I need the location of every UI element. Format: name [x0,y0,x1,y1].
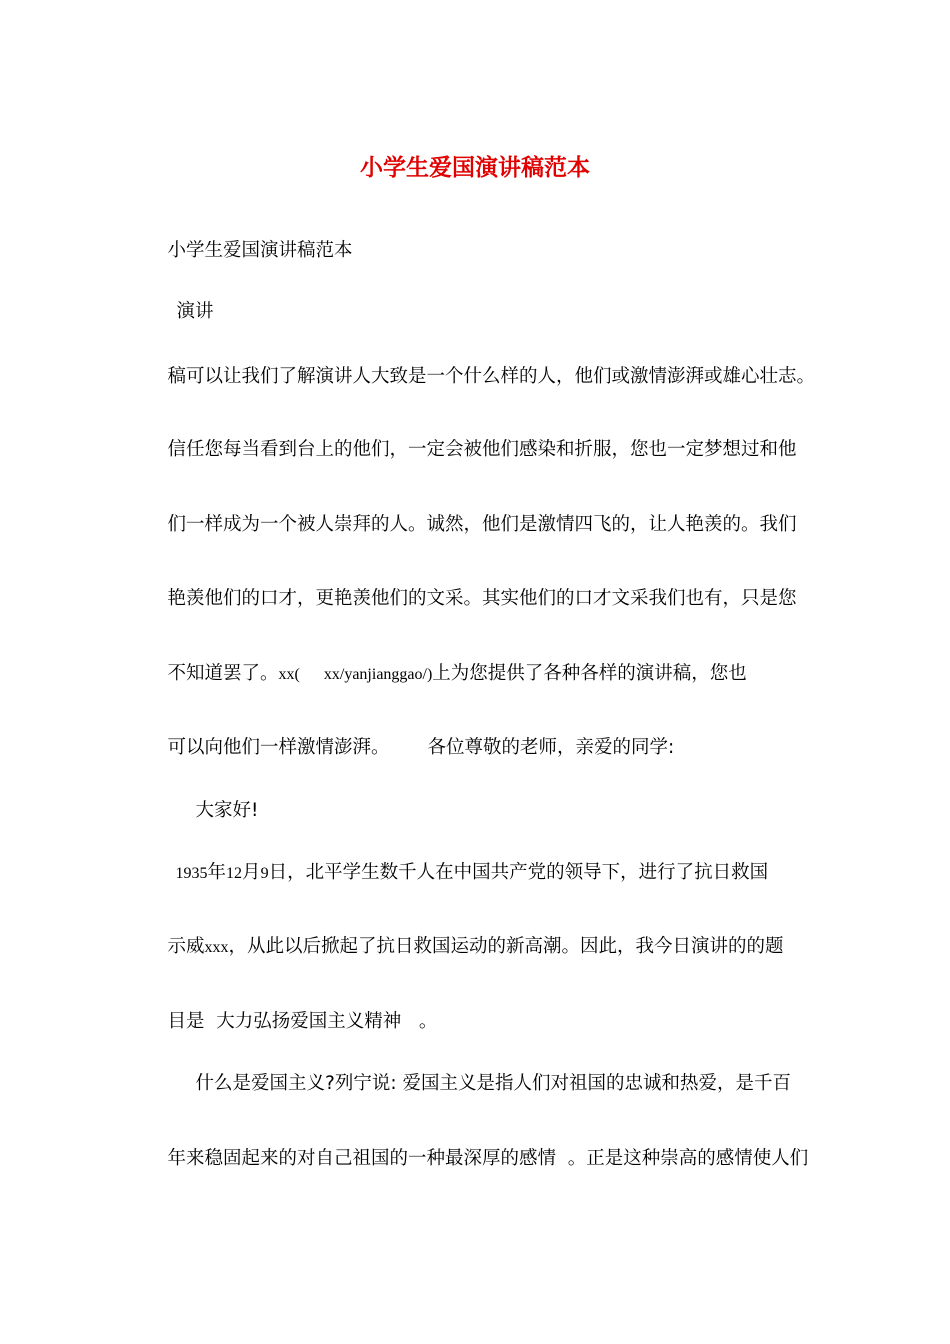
line-text: 可以向他们一样激情澎湃。 [167,737,390,758]
line-text: 稿可以让我们了解演讲人大致是一个什么样的人，他们或激情澎湃或雄心壮志。 [167,366,816,387]
subtitle-text: 小学生爱国演讲稿范本 [167,240,353,261]
line-text: 信任您每当看到台上的他们，一定会被他们感染和折服，您也一定梦想过和他 [167,439,797,460]
line-text: ，从此以后掀起了抗日救国运动的新高潮。因此，我今日演讲的的题 [228,936,784,957]
paragraph-line [144,486,797,564]
line-text: 日，北平学生数千人在中国共产党的领导下，进行了抗日救国 [268,862,769,883]
year-number: 1935 [175,865,208,882]
line-text: 年来稳固起来的对自己祖国的一种最深厚的感情 。正是这种崇高的感情使人们 [167,1148,809,1169]
paragraph-line [144,908,784,987]
paragraph-line [172,1045,791,1123]
paragraph-line [144,1120,808,1198]
line-text: 示威 [167,936,205,957]
greeting-address: 各位尊敬的老师，亲爱的同学: [427,737,675,758]
line-text: 们一样成为一个被人崇拜的人。诚然，他们是激情四飞的，让人艳羡的。我们 [167,514,797,535]
line-text: 上为您提供了各种各样的演讲稿，您也 [432,663,747,684]
paragraph-line [144,560,797,638]
placeholder-text: xxx [204,939,229,956]
line-text: 什么是爱国主义?列宁说: 爱国主义是指人们对祖国的忠诚和热爱，是千百 [195,1073,791,1094]
line-text: 不知道罢了。 [167,663,279,684]
line-text: 艳羡他们的口才，更艳羡他们的文采。其实他们的口才文采我们也有，只是您 [167,588,797,609]
website-reference: xx( xx/yanjianggao/) [278,666,433,683]
paragraph-line [152,834,768,913]
line-text: 演讲 [176,301,214,322]
document-title: 小学生爱国演讲稿范本 [360,154,590,181]
line-text: 年 [207,862,227,883]
line-text: 目是 大力弘扬爱国主义精神 。 [167,1011,438,1032]
day-number: 9 [260,865,269,882]
paragraph-line [144,338,815,416]
greeting: 大家好! [195,800,259,821]
paragraph-line [144,635,747,714]
line-text: 月 [242,862,261,883]
month-number: 12 [226,865,243,882]
paragraph-line [144,411,797,489]
